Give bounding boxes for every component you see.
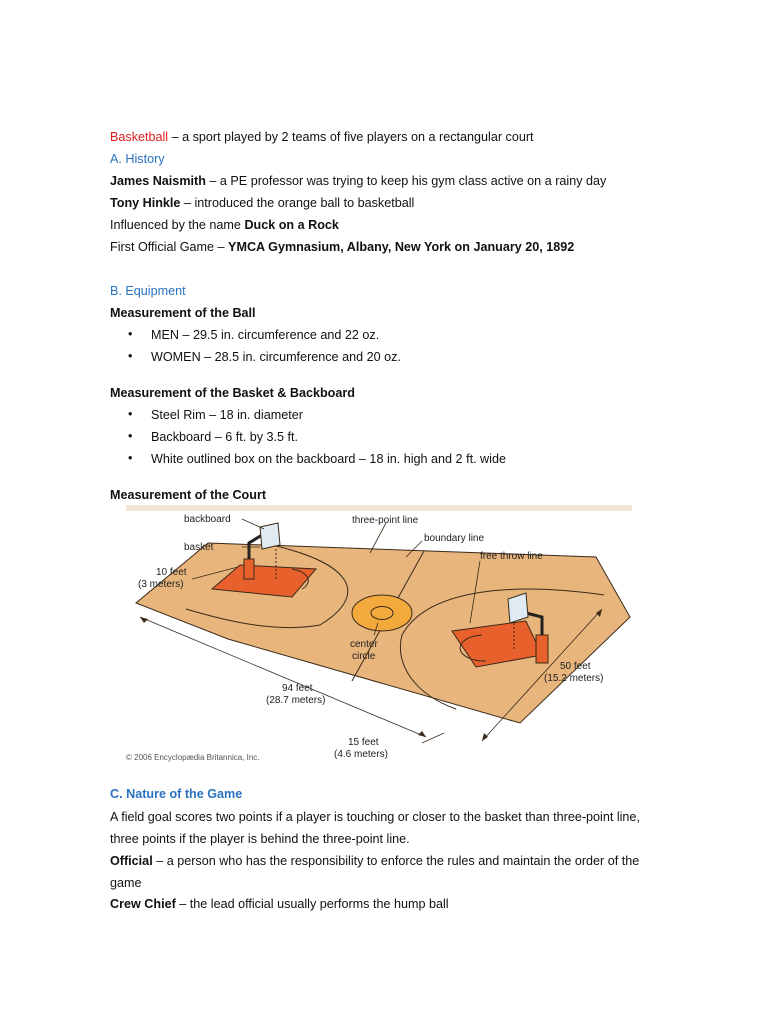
bullet-icon: • [128, 451, 133, 465]
label-center: center [350, 639, 378, 650]
bullet-icon: • [128, 327, 133, 341]
ball-item-men: MEN – 29.5 in. circumference and 22 oz. [151, 328, 380, 342]
copyright: © 2006 Encyclopædia Britannica, Inc. [126, 753, 260, 762]
court-floor [136, 543, 630, 723]
bullet-icon: • [128, 349, 133, 363]
label-ten-meters: (3 meters) [138, 579, 184, 590]
history-line-hinkle [110, 193, 414, 213]
label-ten-feet: 10 feet [156, 567, 187, 578]
history-line-duck [110, 215, 339, 235]
label-boundary: boundary line [424, 533, 485, 544]
label-fifty-feet: 50 feet [560, 661, 591, 672]
label-fifteen-meters: (4.6 meters) [334, 749, 388, 760]
intro-definition: – a sport played by 2 teams of five players on a rectangular court [168, 130, 534, 144]
label-fifty-meters: (15.2 meters) [544, 673, 604, 684]
intro-line [110, 127, 534, 147]
intro-term: Basketball [110, 130, 169, 144]
naismith-desc: – a PE professor was trying to keep his gym class active on a rainy day [205, 174, 607, 188]
right-backboard [508, 593, 528, 623]
history-line-naismith [110, 171, 606, 191]
right-basket-post [536, 635, 548, 663]
label-three-point: three-point line [352, 515, 419, 526]
label-fifteen-feet: 15 feet [348, 737, 379, 748]
history-line-first-game [110, 237, 574, 257]
hinkle-name: Tony Hinkle [110, 196, 181, 210]
court-illustration [126, 505, 632, 763]
label-circle: circle [352, 651, 376, 662]
official-desc: – a person who has the responsibility to enforce the rules and maintain the order of the game [110, 854, 640, 890]
court-diagram [126, 505, 632, 763]
equipment-heading: B. Equipment [110, 284, 186, 298]
left-backboard [260, 523, 280, 549]
hinkle-desc: – introduced the orange ball to basketball [180, 196, 415, 210]
ball-title: Measurement of the Ball [110, 306, 256, 320]
basket-item-backboard: Backboard – 6 ft. by 3.5 ft. [151, 430, 299, 444]
left-basket-post [244, 559, 254, 579]
nature-heading: C. Nature of the Game [110, 787, 243, 801]
ball-item-women: WOMEN – 28.5 in. circumference and 20 oz. [151, 350, 401, 364]
official-term: Official [110, 854, 153, 868]
crew-chief-term: Crew Chief [110, 897, 176, 911]
nature-para-field-goal: A field goal scores two points if a player is touching or closer to the basket than three-point line, three points if the player is behind the three-point line. [110, 810, 640, 846]
nature-crew-chief [110, 894, 449, 914]
label-backboard: backboard [184, 514, 231, 525]
first-game-detail: YMCA Gymnasium, Albany, New York on January 20, 1892 [228, 240, 575, 254]
first-game-prefix: First Official Game – [110, 240, 229, 254]
naismith-name: James Naismith [110, 174, 206, 188]
label-free-throw: free throw line [480, 551, 543, 562]
basket-item-rim: Steel Rim – 18 in. diameter [151, 408, 303, 422]
duck-name: Duck on a Rock [244, 218, 339, 232]
label-ninety-four-meters: (28.7 meters) [266, 695, 326, 706]
bullet-icon: • [128, 407, 133, 421]
basket-item-box: White outlined box on the backboard – 18 in. high and 2 ft. wide [151, 452, 506, 466]
history-heading: A. History [110, 152, 165, 166]
duck-prefix: Influenced by the name [110, 218, 245, 232]
nature-official [110, 850, 650, 894]
bullet-icon: • [128, 429, 133, 443]
court-title: Measurement of the Court [110, 488, 267, 502]
label-basket: basket [184, 542, 214, 553]
label-ninety-four-feet: 94 feet [282, 683, 313, 694]
basket-title: Measurement of the Basket & Backboard [110, 386, 355, 400]
crew-chief-desc: – the lead official usually performs the hump ball [175, 897, 449, 911]
